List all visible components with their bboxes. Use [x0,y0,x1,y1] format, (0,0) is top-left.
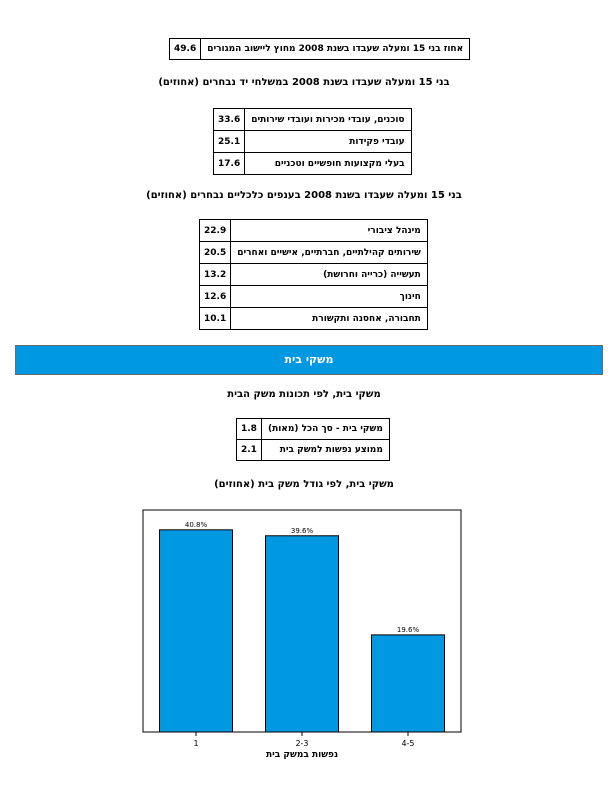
top-stat-label: אחוז בני 15 ומעלה שעבדו בשנת 2008 מחוץ ליישוב המגורים [201,39,470,60]
row-label: ממוצע נפשות למשק בית [261,440,389,461]
row-value: 33.6 [214,109,245,131]
bar-value-label: 19.6% [396,625,420,634]
chart-heading: משקי בית, לפי גודל משק בית (אחוזים) [214,479,394,490]
bar-value-label: 40.8% [184,520,208,529]
section-banner: משקי בית [15,345,603,375]
row-label: תחבורה, אחסנה ותקשורת [231,308,428,330]
bar-1 [160,530,233,732]
households-heading: משקי בית, לפי תכונות משק הבית [227,389,381,400]
row-label: סוכנים, עובדי מכירות ועובדי שירותים [245,109,411,131]
row-label: חינוך [231,286,428,308]
row-value: 22.9 [200,220,231,242]
row-label: תעשייה (כרייה וחרושת) [231,264,428,286]
occupations-heading: בני 15 ומעלה שעבדו בשנת 2008 במשלחי יד נבחרים (אחוזים) [158,77,450,88]
x-tick-label: 2-3 [295,739,309,748]
row-value: 2.1 [237,440,262,461]
bar-2-3 [266,536,339,732]
row-label: עובדי פקידות [245,131,411,153]
x-axis-label: נפשות במשק בית [265,750,339,760]
row-value: 10.1 [200,308,231,330]
row-label: מינהל ציבורי [231,220,428,242]
row-value: 13.2 [200,264,231,286]
top-stat-value: 49.6 [170,39,201,60]
bar-4-5 [372,635,445,732]
x-tick-label: 4-5 [401,739,415,748]
row-value: 1.8 [237,419,262,440]
row-value: 25.1 [214,131,245,153]
industries-heading: בני 15 ומעלה שעבדו בשנת 2008 בענפים כלכליים נבחרים (אחוזים) [146,190,462,201]
row-value: 20.5 [200,242,231,264]
row-value: 17.6 [214,153,245,175]
row-label: בעלי מקצועות חופשיים וטכניים [245,153,411,175]
row-label: משקי בית - סך הכל (מאות) [261,419,389,440]
row-label: שירותים קהילתיים, חברתיים, אישיים ואחרים [231,242,428,264]
row-value: 12.6 [200,286,231,308]
x-tick-label: 1 [193,739,199,748]
bar-value-label: 39.6% [290,526,314,535]
